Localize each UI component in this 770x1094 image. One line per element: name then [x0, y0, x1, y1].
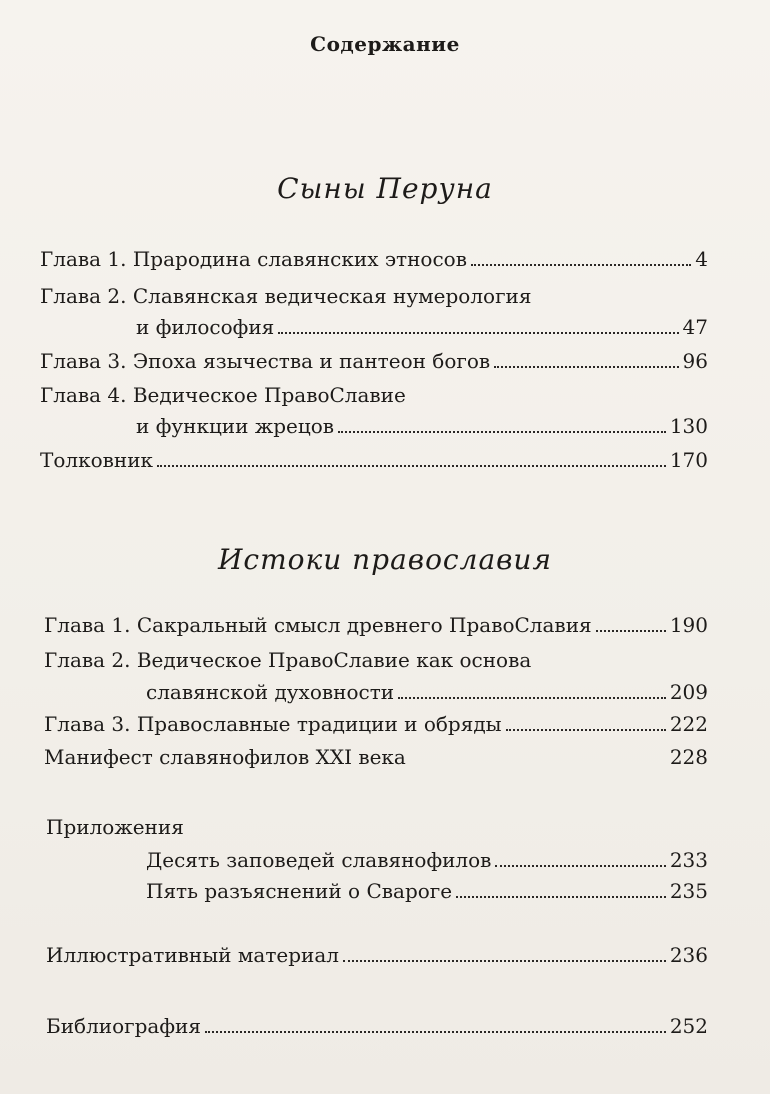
- toc-entry-label[interactable]: Глава 4. Ведическое ПравоСлавие: [40, 383, 406, 407]
- section-title-1: Сыны Перуна: [277, 172, 493, 205]
- toc-entry-page: 130: [669, 414, 708, 438]
- toc-entry-page: 96: [682, 349, 708, 373]
- leader-dots: [471, 264, 691, 266]
- toc-entry-page: 47: [682, 315, 708, 339]
- toc-entry-page: 209: [669, 680, 708, 704]
- toc-entry-page: 170: [669, 448, 708, 472]
- leader-dots: [157, 465, 666, 467]
- leader-dots: [456, 896, 666, 898]
- toc-entry-page: 252: [669, 1014, 708, 1038]
- toc-entry-label: Глава 1. Сакральный смысл древнего ПравоСлавия: [44, 613, 592, 637]
- toc-entry-continuation: и функции жрецов: [136, 414, 335, 438]
- toc-entry-label: Глава 3. Православные традиции и обряды: [44, 712, 502, 736]
- toc-entry[interactable]: [146, 878, 708, 904]
- toc-entry-page: 228: [669, 745, 708, 769]
- toc-entry-label: Десять заповедей славянофилов: [146, 848, 492, 872]
- toc-entry-page: 190: [669, 613, 708, 637]
- leader-dots: [278, 332, 678, 334]
- toc-entry-label: Пять разъяснений о Свароге: [146, 879, 453, 903]
- toc-entry[interactable]: [136, 413, 708, 439]
- leader-dots: [205, 1031, 666, 1033]
- toc-entry-page: 236: [669, 943, 708, 967]
- toc-entry[interactable]: [40, 246, 708, 272]
- leader-dots: [495, 865, 665, 867]
- toc-entry-continuation: славянской духовности: [146, 680, 395, 704]
- leader-dots: [596, 630, 666, 632]
- toc-entry-page: 233: [669, 848, 708, 872]
- toc-entry-label: Толковник: [40, 448, 154, 472]
- toc-entry-label: Глава 3. Эпоха язычества и пантеон богов: [40, 349, 491, 373]
- toc-entry[interactable]: [46, 1013, 708, 1039]
- toc-entry[interactable]: [46, 942, 708, 968]
- toc-entry-page: 4: [695, 247, 708, 271]
- toc-entry[interactable]: [40, 447, 708, 473]
- toc-entry-label: Библиография: [46, 1014, 201, 1038]
- toc-entry-page: 222: [669, 712, 708, 736]
- toc-entry-label: Глава 1. Прародина славянских этносов: [40, 247, 467, 271]
- leader-dots: [494, 366, 678, 368]
- toc-entry[interactable]: [40, 348, 708, 374]
- toc-entry[interactable]: [44, 711, 708, 737]
- page-title: Содержание: [310, 32, 460, 56]
- toc-entry[interactable]: [44, 612, 708, 638]
- toc-entry[interactable]: [44, 744, 708, 770]
- toc-entry-label: Иллюстративный материал: [46, 943, 339, 967]
- toc-entry[interactable]: [136, 314, 708, 340]
- toc-entry-page: 235: [669, 879, 708, 903]
- appendix-title: Приложения: [46, 815, 184, 839]
- toc-entry-label[interactable]: Глава 2. Ведическое ПравоСлавие как основа: [44, 648, 532, 672]
- toc-entry[interactable]: [146, 847, 708, 873]
- leader-dots: [343, 960, 666, 962]
- toc-entry-label[interactable]: Глава 2. Славянская ведическая нумерология: [40, 284, 532, 308]
- toc-entry[interactable]: [146, 679, 708, 705]
- toc-entry-label: Манифест славянофилов XXI века: [44, 745, 406, 769]
- section-title-2: Истоки православия: [217, 543, 553, 576]
- toc-entry-continuation: и философия: [136, 315, 275, 339]
- leader-dots: [506, 729, 666, 731]
- leader-dots: [338, 431, 666, 433]
- leader-dots: [398, 697, 666, 699]
